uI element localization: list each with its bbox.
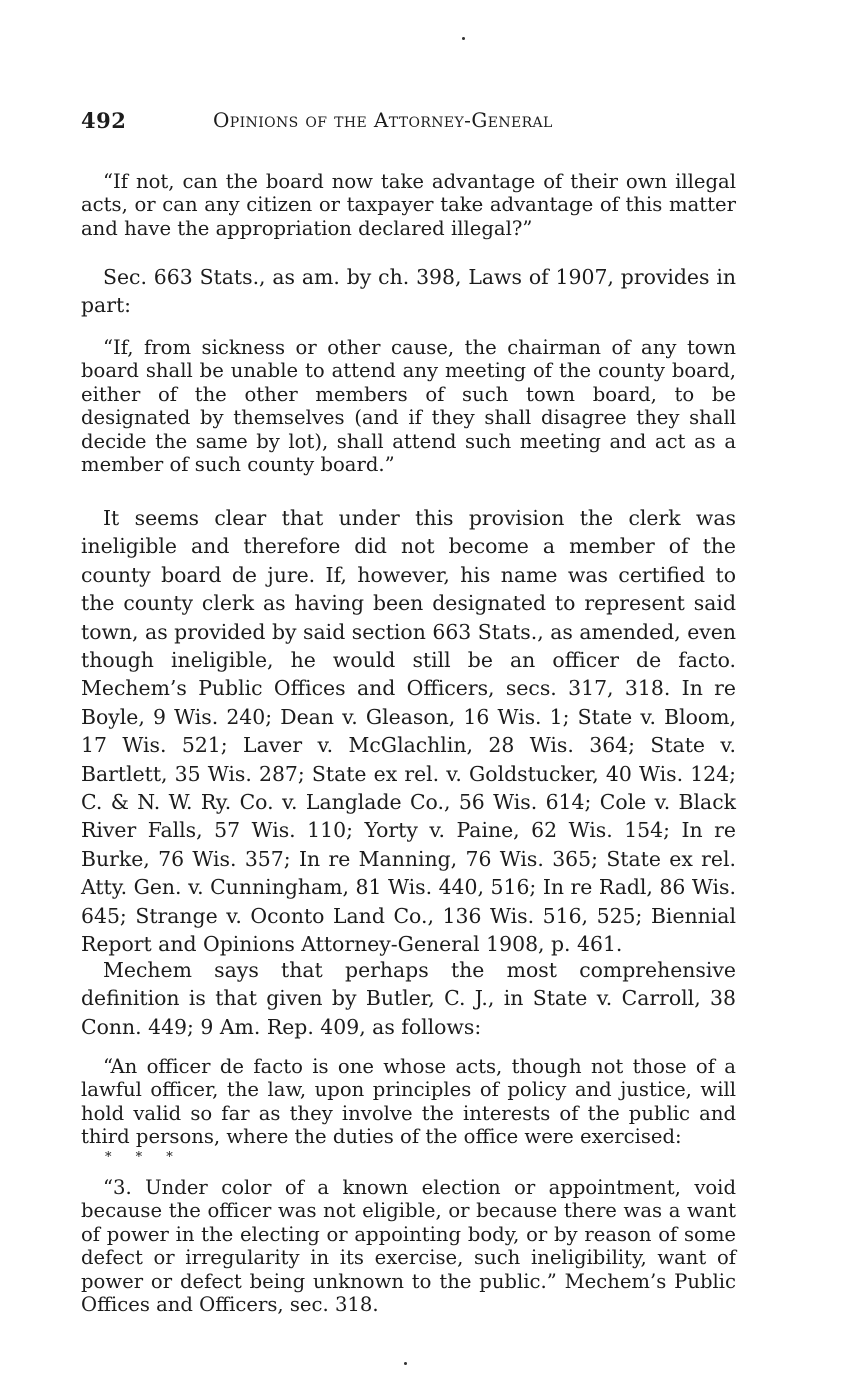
- mechem-intro: Mechem says that perhaps the most comprehensive definition is that given by Butler, C. J., in State v. Carroll, 38 Conn. 449; 9 Am. Rep. 409, as follows:: [81, 958, 736, 1039]
- statute-quote: “If, from sickness or other cause, the chairman of any town board shall be unable to attend any meeting of the county board, either of the other members of such town board, to be designated by themselves (and if they shall disagree they shall decide the same by lot), shall attend such meeting and act as a member of such county board.”: [81, 336, 736, 477]
- running-title: Opinions of the Attorney-General: [213, 108, 553, 132]
- opinion-paragraph: It seems clear that under this provision the clerk was ineligible and therefore did not become a member of the county board de jure. If, however, his name was certified to the county clerk as having been designated to represent said town, as provided by said section 663 Stats., as amended, even though ineligible, he would still be an officer de facto. Mechem’s Public Offices and Officers, secs. 317, 318. In re Boyle, 9 Wis. 240; Dean v. Gleason, 16 Wis. 1; State v. Bloom, 17 Wis. 521; Laver v. McGlachlin, 28 Wis. 364; State v. Bartlett, 35 Wis. 287; State ex rel. v. Goldstucker, 40 Wis. 124; C. & N. W. Ry. Co. v. Langlade Co., 56 Wis. 614; Cole v. Black River Falls, 57 Wis. 110; Yorty v. Paine, 62 Wis. 154; In re Burke, 76 Wis. 357; In re Manning, 76 Wis. 365; State ex rel. Atty. Gen. v. Cunningham, 81 Wis. 440, 516; In re Radl, 86 Wis. 645; Strange v. Oconto Land Co., 136 Wis. 516, 525; Biennial Report and Opinions Attorney-General 1908, p. 461.: [81, 506, 736, 957]
- ellipsis-asterisks: * * *: [105, 1150, 183, 1165]
- page-header: [81, 108, 736, 142]
- definition-clause-3: “3. Under color of a known election or appointment, void because the officer was not eligible, or because there was a want of power in the electing or appointing body, or by reason of some defect or irregularity in its exercise, such ineligibility, want of power or defect being unknown to the public.” Mechem’s Public Offices and Officers, sec. 318.: [81, 1176, 736, 1317]
- definition-quote: “An officer de facto is one whose acts, though not those of a lawful officer, the law, upon principles of policy and justice, will hold valid so far as they involve the interests of the public and third persons, where the duties of the office were exercised:: [81, 1055, 736, 1149]
- statute-intro: Sec. 663 Stats., as am. by ch. 398, Laws of 1907, provides in part:: [81, 265, 736, 318]
- page-number: 492: [81, 108, 127, 133]
- quoted-question: “If not, can the board now take advantage of their own illegal acts, or can any citizen or taxpayer take advantage of this matter and have the appropriation declared illegal?”: [81, 170, 736, 240]
